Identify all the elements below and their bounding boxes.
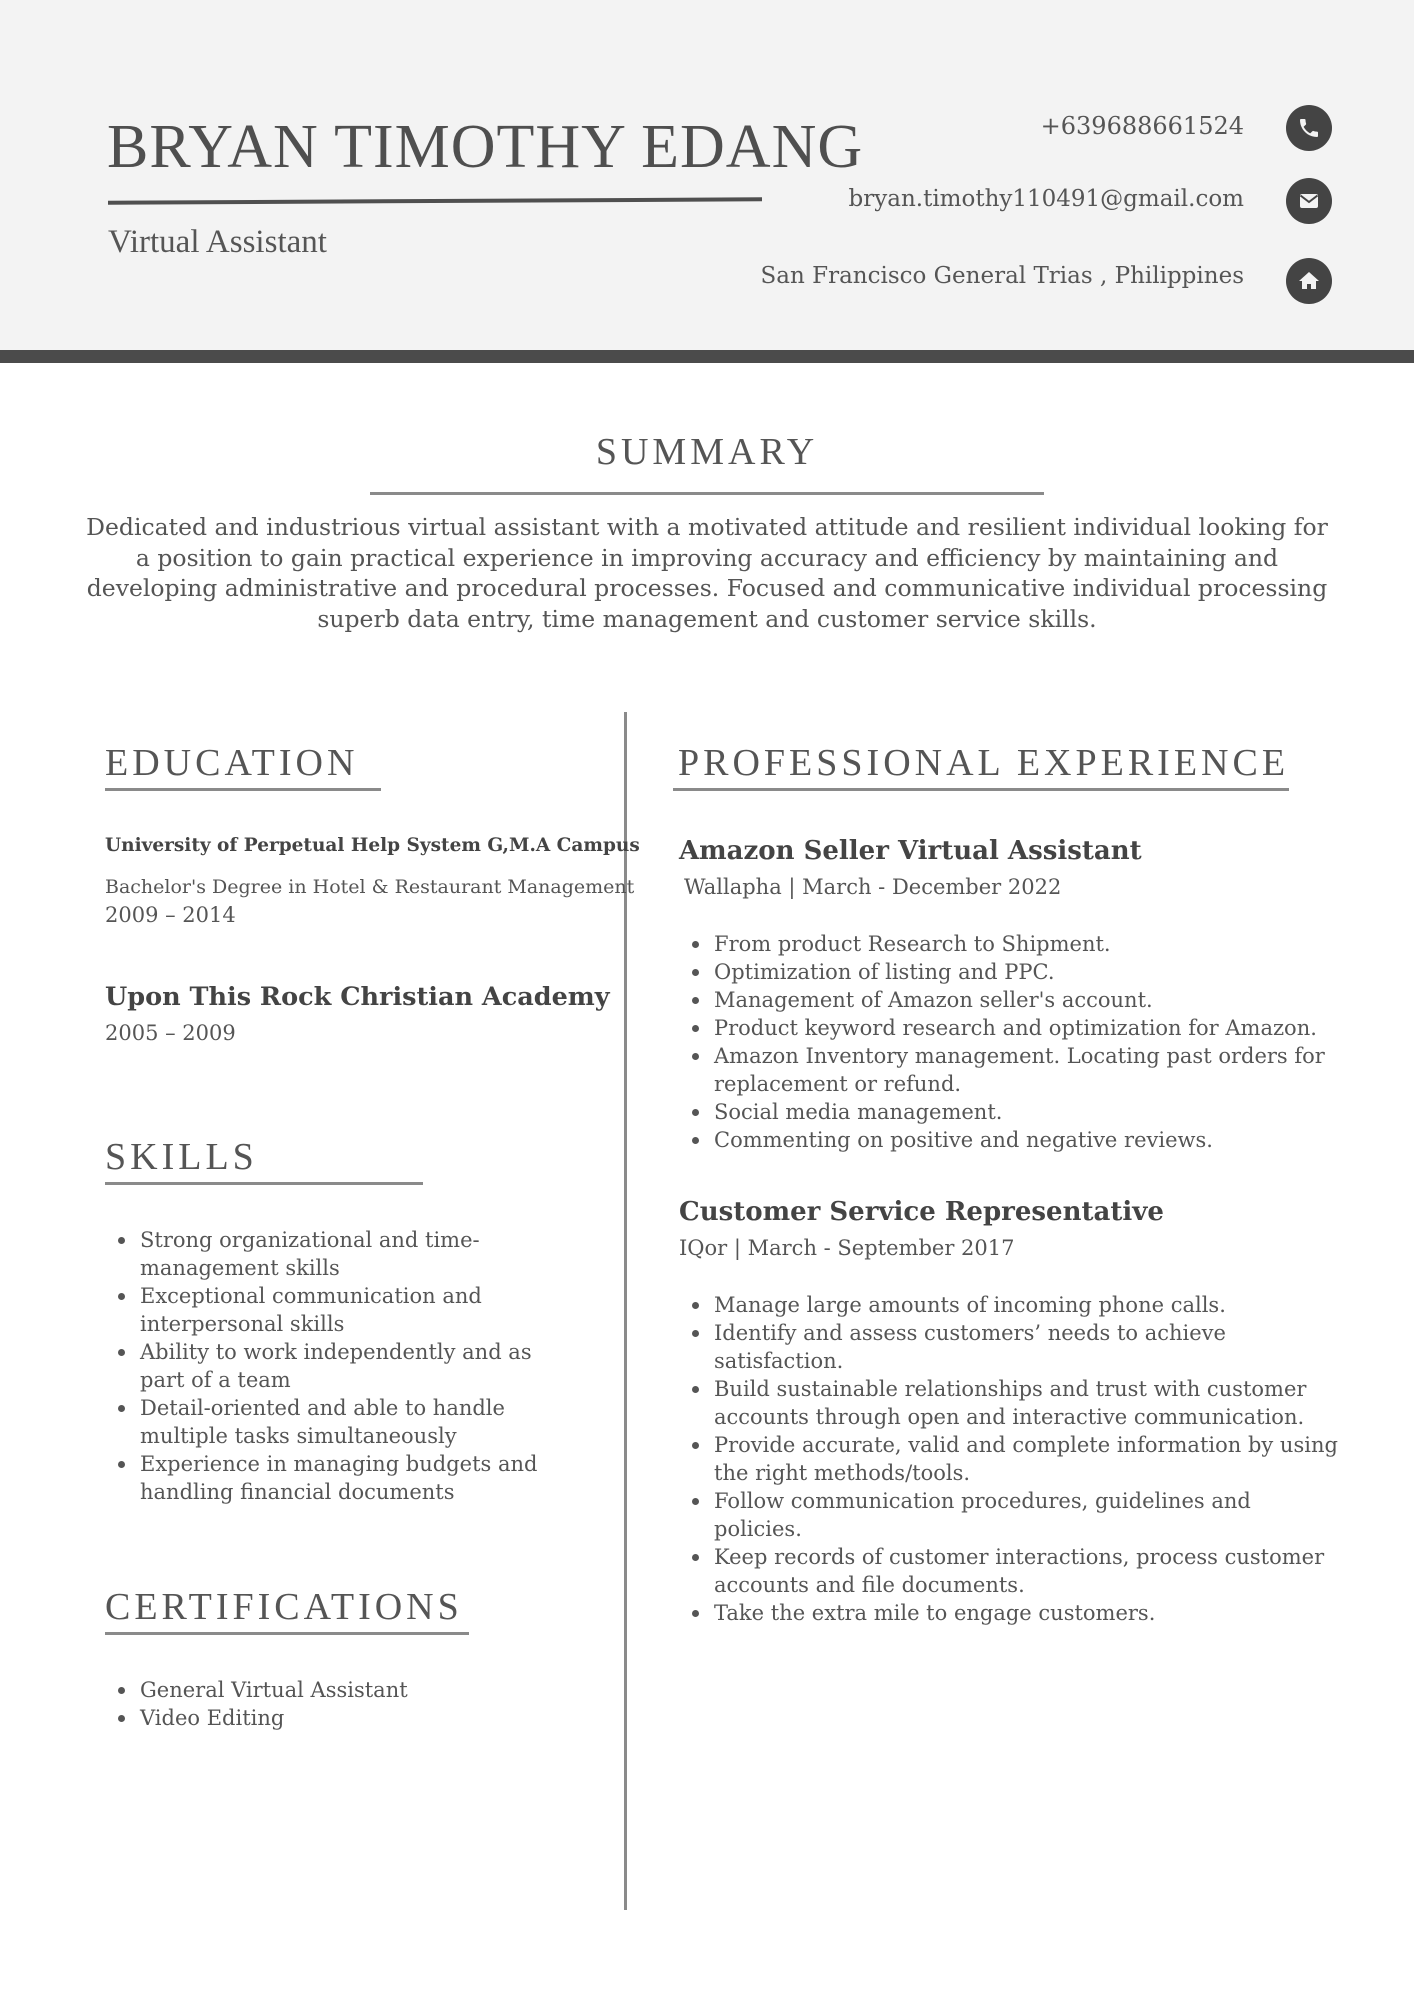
job-title-2: Customer Service Representative	[679, 1197, 1164, 1227]
job-1-bullets	[679, 930, 1339, 1154]
list-item: Build sustainable relationships and trust with customer accounts through open and interactive communication.	[714, 1375, 1339, 1431]
contact-phone: +639688661524	[1040, 112, 1244, 140]
contact-address: San Francisco General Trias , Philippines	[760, 263, 1244, 289]
education-degree-1: Bachelor's Degree in Hotel & Restaurant Management	[105, 876, 635, 898]
list-item: General Virtual Assistant	[140, 1676, 575, 1704]
education-school-1: University of Perpetual Help System G,M.A Campus	[105, 835, 640, 856]
certifications-rule	[105, 1632, 469, 1635]
list-item: Identify and assess customers’ needs to achieve satisfaction.	[714, 1319, 1339, 1375]
list-item: Amazon Inventory management. Locating past orders for replacement or refund.	[714, 1042, 1339, 1098]
list-item: Product keyword research and optimization for Amazon.	[714, 1014, 1339, 1042]
list-item: Detail-oriented and able to handle multiple tasks simultaneously	[140, 1394, 575, 1450]
certifications-heading: CERTIFICATIONS	[105, 1586, 463, 1628]
list-item: Keep records of customer interactions, process customer accounts and file documents.	[714, 1543, 1339, 1599]
job-meta-1: Wallapha | March - December 2022	[684, 875, 1062, 899]
education-school-2: Upon This Rock Christian Academy	[105, 982, 610, 1012]
candidate-name: BRYAN TIMOTHY EDANG	[107, 113, 864, 181]
list-item: Experience in managing budgets and handling financial documents	[140, 1450, 575, 1506]
job-2-bullets	[679, 1291, 1339, 1627]
phone-icon	[1286, 105, 1332, 151]
skills-list	[105, 1226, 575, 1506]
certifications-list	[105, 1676, 575, 1732]
summary-heading: SUMMARY	[595, 431, 819, 473]
education-rule	[105, 788, 381, 791]
list-item: From product Research to Shipment.	[714, 930, 1339, 958]
job-title-1: Amazon Seller Virtual Assistant	[679, 836, 1142, 866]
list-item: Social media management.	[714, 1098, 1339, 1126]
education-heading: EDUCATION	[105, 742, 359, 784]
header-divider-bar	[0, 350, 1414, 363]
experience-rule	[673, 788, 1289, 791]
list-item: Optimization of listing and PPC.	[714, 958, 1339, 986]
education-years-1: 2009 – 2014	[105, 903, 236, 927]
home-icon	[1286, 258, 1332, 304]
list-item: Video Editing	[140, 1704, 575, 1732]
mail-icon	[1286, 178, 1332, 224]
skills-rule	[105, 1182, 423, 1185]
education-years-2: 2005 – 2009	[105, 1021, 236, 1045]
skills-heading: SKILLS	[105, 1136, 258, 1178]
candidate-role: Virtual Assistant	[108, 224, 327, 260]
list-item: Provide accurate, valid and complete information by using the right methods/tools.	[714, 1433, 1338, 1485]
summary-rule	[370, 492, 1044, 495]
list-item: Commenting on positive and negative reviews.	[714, 1126, 1339, 1154]
list-item: Ability to work independently and as part of a team	[140, 1338, 575, 1394]
experience-heading: PROFESSIONAL EXPERIENCE	[678, 742, 1290, 784]
list-item: Management of Amazon seller's account.	[714, 986, 1339, 1014]
list-item: Exceptional communication and interpersonal skills	[140, 1282, 575, 1338]
list-item: Manage large amounts of incoming phone calls.	[714, 1291, 1339, 1319]
job-meta-2: IQor | March - September 2017	[679, 1236, 1015, 1260]
summary-text: Dedicated and industrious virtual assistant with a motivated attitude and resilient individual looking for a position to gain practical experience in improving accuracy and efficiency by maintaining and developing administrative and procedural processes. Focused and communicative individual processing superb data entry, time management and customer service skills.	[86, 513, 1328, 633]
contact-email: bryan.timothy110491@gmail.com	[848, 186, 1244, 212]
list-item: Strong organizational and time-management skills	[140, 1226, 575, 1282]
list-item: Follow communication procedures, guidelines and policies.	[714, 1487, 1339, 1543]
list-item: Take the extra mile to engage customers.	[714, 1599, 1339, 1627]
